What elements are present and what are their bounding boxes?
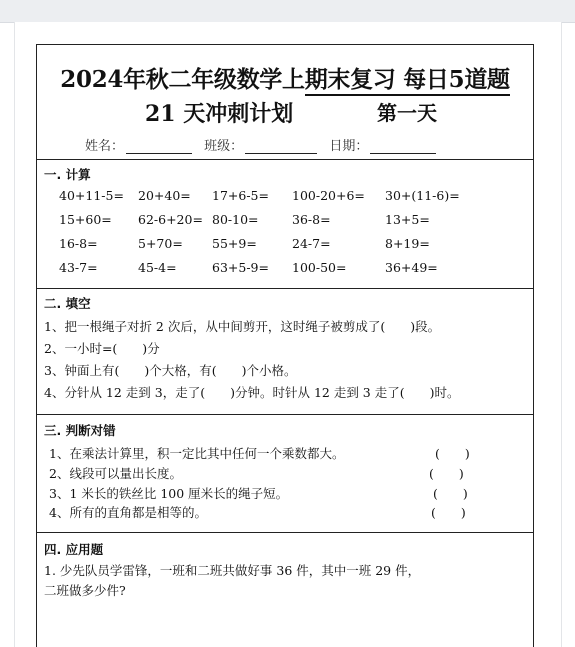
worksheet [36, 44, 534, 647]
divider [37, 159, 533, 160]
judge-item: 1、在乘法计算里，积一定比其中任何一个乘数都大。 [49, 446, 345, 461]
calc-item: 36-8= [292, 212, 331, 227]
date-blank [370, 139, 436, 154]
calc-item: 62-6+20= [138, 212, 203, 227]
calc-item: 20+40= [138, 188, 191, 203]
fill-item: 2、一小时=( )分 [44, 341, 160, 356]
judge-item: 3、1 米长的铁丝比 100 厘米长的绳子短。 [49, 486, 289, 501]
date-label: 日期： [329, 139, 369, 154]
calc-item: 36+49= [385, 260, 438, 275]
name-label: 姓名： [85, 139, 125, 154]
calc-item: 13+5= [385, 212, 430, 227]
calc-item: 8+19= [385, 236, 430, 251]
calc-item: 63+5-9= [212, 260, 269, 275]
calc-item: 30+(11-6)= [385, 188, 460, 203]
name-blank [126, 139, 192, 154]
fill-item: 1、把一根绳子对折 2 次后，从中间剪开，这时绳子被剪成了( )段。 [44, 319, 441, 334]
day-label: 第一天 [377, 101, 437, 125]
answer-box: ( ) [433, 486, 468, 501]
calc-item: 100-50= [292, 260, 347, 275]
section-title-app: 四. 应用题 [44, 542, 104, 557]
title-prefix: 2024年秋二年级数学上 [60, 66, 305, 93]
worksheet-title [37, 61, 533, 94]
plan-subtitle: 21 天冲刺计划 [145, 101, 294, 127]
section-title-calc: 一. 计算 [44, 167, 91, 182]
fill-item: 4、分针从 12 走到 3，走了( )分钟。时针从 12 走到 3 走了( )时。 [44, 385, 460, 400]
answer-box: ( ) [431, 505, 466, 520]
divider [37, 532, 533, 533]
viewer-toolbar [0, 0, 575, 23]
problem-text: 二班做多少件? [44, 583, 126, 598]
calc-item: 40+11-5= [59, 188, 124, 203]
calc-item: 5+70= [138, 236, 183, 251]
calc-item: 17+6-5= [212, 188, 269, 203]
class-blank [245, 139, 317, 154]
answer-box: ( ) [435, 446, 470, 461]
judge-item: 2、线段可以量出长度。 [49, 466, 182, 481]
calc-item: 24-7= [292, 236, 331, 251]
calc-item: 43-7= [59, 260, 98, 275]
calc-item: 45-4= [138, 260, 177, 275]
title-underlined: 期末复习 每日5道题 [305, 66, 510, 96]
calc-item: 15+60= [59, 212, 112, 227]
section-title-fill: 二. 填空 [44, 296, 91, 311]
class-label: 班级： [204, 139, 244, 154]
problem-text: 1. 少先队员学雷锋，一班和二班共做好事 36 件，其中一班 29 件， [44, 563, 421, 578]
judge-item: 4、所有的直角都是相等的。 [49, 505, 207, 520]
answer-box: ( ) [429, 466, 464, 481]
fill-item: 3、钟面上有( )个大格，有( )个小格。 [44, 363, 297, 378]
calc-item: 80-10= [212, 212, 259, 227]
calc-item: 16-8= [59, 236, 98, 251]
student-info [85, 135, 444, 154]
divider [37, 414, 533, 415]
divider [37, 288, 533, 289]
section-title-judge: 三. 判断对错 [44, 423, 116, 438]
calc-item: 100-20+6= [292, 188, 365, 203]
calc-item: 55+9= [212, 236, 257, 251]
